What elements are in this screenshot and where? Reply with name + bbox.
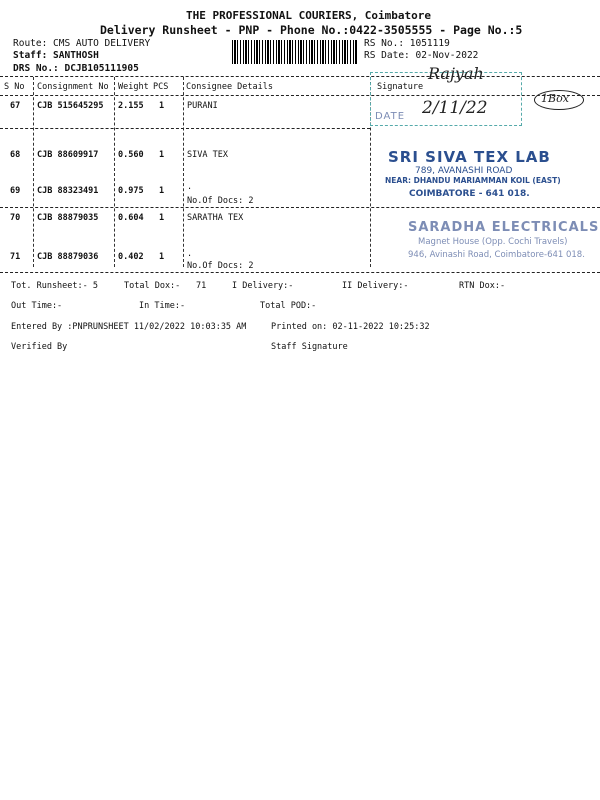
- row-consignment: CJB 88323491: [37, 186, 99, 196]
- handwritten-date: 2/11/22: [422, 98, 488, 118]
- row-consignee: .: [187, 249, 193, 259]
- siva-stamp-address1: 789, AVANASHI ROAD: [415, 166, 513, 176]
- row-consignee: SARATHA TEX: [187, 213, 244, 223]
- row-pcs: 1: [159, 252, 165, 262]
- siva-stamp-name: SRI SIVA TEX LAB: [388, 148, 551, 166]
- row-weight: 0.604: [118, 213, 144, 223]
- row-sno: 69: [10, 186, 21, 196]
- row-consignment: CJB 88879035: [37, 213, 99, 223]
- row-consignee: .: [187, 182, 193, 192]
- box-note: 1Box: [541, 92, 569, 105]
- rs-date: RS Date: 02-Nov-2022: [364, 50, 479, 61]
- col-sep-2: [114, 77, 115, 267]
- row-consignment: CJB 88609917: [37, 150, 99, 160]
- row-sno: 71: [10, 252, 21, 262]
- row-docs: No.Of Docs: 2: [187, 261, 254, 271]
- entered-by: Entered By :PNPRUNSHEET 11/02/2022 10:03:35 AM: [11, 322, 247, 332]
- row-sno: 67: [10, 101, 21, 111]
- col-sno: S No: [4, 82, 25, 92]
- row-weight: 0.975: [118, 186, 144, 196]
- col-consignment: Consignment No: [37, 82, 109, 92]
- row-sno: 70: [10, 213, 21, 223]
- drs-number: DRS No.: DCJB105111905: [13, 63, 139, 74]
- col-sep-1: [33, 77, 34, 267]
- total-runsheet: Tot. Runsheet:- 5: [11, 281, 98, 291]
- row-consignee: PURANI: [187, 101, 218, 111]
- verified-by: Verified By: [11, 342, 68, 352]
- row-weight: 0.560: [118, 150, 144, 160]
- row-pcs: 1: [159, 186, 165, 196]
- staff-label: Staff: SANTHOSH: [13, 50, 99, 61]
- row-consignment: CJB 515645295: [37, 101, 104, 111]
- in-time: In Time:-: [139, 301, 186, 311]
- total-dox-value: 71: [196, 281, 207, 291]
- rtn-dox: RTN Dox:-: [459, 281, 506, 291]
- saradha-stamp-address2: 946, Avinashi Road, Coimbatore-641 018.: [408, 250, 585, 260]
- row-pcs: 1: [159, 213, 165, 223]
- ii-delivery: II Delivery:-: [342, 281, 409, 291]
- row-rule: [0, 128, 370, 129]
- col-pcs: PCS: [153, 82, 169, 92]
- col-signature: Signature: [377, 82, 424, 92]
- saradha-stamp-address1: Magnet House (Opp. Cochi Travels): [418, 237, 568, 247]
- company-title: THE PROFESSIONAL COURIERS, Coimbatore: [186, 9, 432, 22]
- total-dox-label: Total Dox:-: [124, 281, 181, 291]
- siva-stamp-address3: COIMBATORE - 641 018.: [409, 189, 530, 199]
- route-label: Route: CMS AUTO DELIVERY: [13, 38, 151, 49]
- stamp-date-label: DATE: [375, 111, 406, 122]
- row-sno: 68: [10, 150, 21, 160]
- siva-stamp-address2: NEAR: DHANDU MARIAMMAN KOIL (EAST): [385, 176, 561, 185]
- saradha-stamp-name: SARADHA ELECTRICALS: [408, 220, 600, 235]
- printed-on: Printed on: 02-11-2022 10:25:32: [271, 322, 430, 332]
- col-consignee: Consignee Details: [186, 82, 273, 92]
- table-bottom-rule: [0, 272, 600, 273]
- total-pod: Total POD:-: [260, 301, 317, 311]
- row-docs: No.Of Docs: 2: [187, 196, 254, 206]
- runsheet-subtitle: Delivery Runsheet - PNP - Phone No.:0422-3505555 - Page No.:5: [100, 23, 523, 37]
- col-sep-3: [183, 77, 184, 267]
- handwritten-signature: Rajyah: [428, 64, 484, 83]
- staff-signature: Staff Signature: [271, 342, 348, 352]
- row-weight: 0.402: [118, 252, 144, 262]
- barcode: [232, 40, 357, 64]
- rs-number: RS No.: 1051119: [364, 38, 450, 49]
- row-rule: [0, 207, 600, 208]
- row-pcs: 1: [159, 150, 165, 160]
- row-pcs: 1: [159, 101, 165, 111]
- row-consignee: SIVA TEX: [187, 150, 228, 160]
- row-consignment: CJB 88879036: [37, 252, 99, 262]
- row-weight: 2.155: [118, 101, 144, 111]
- i-delivery: I Delivery:-: [232, 281, 294, 291]
- out-time: Out Time:-: [11, 301, 63, 311]
- col-weight: Weight: [118, 82, 149, 92]
